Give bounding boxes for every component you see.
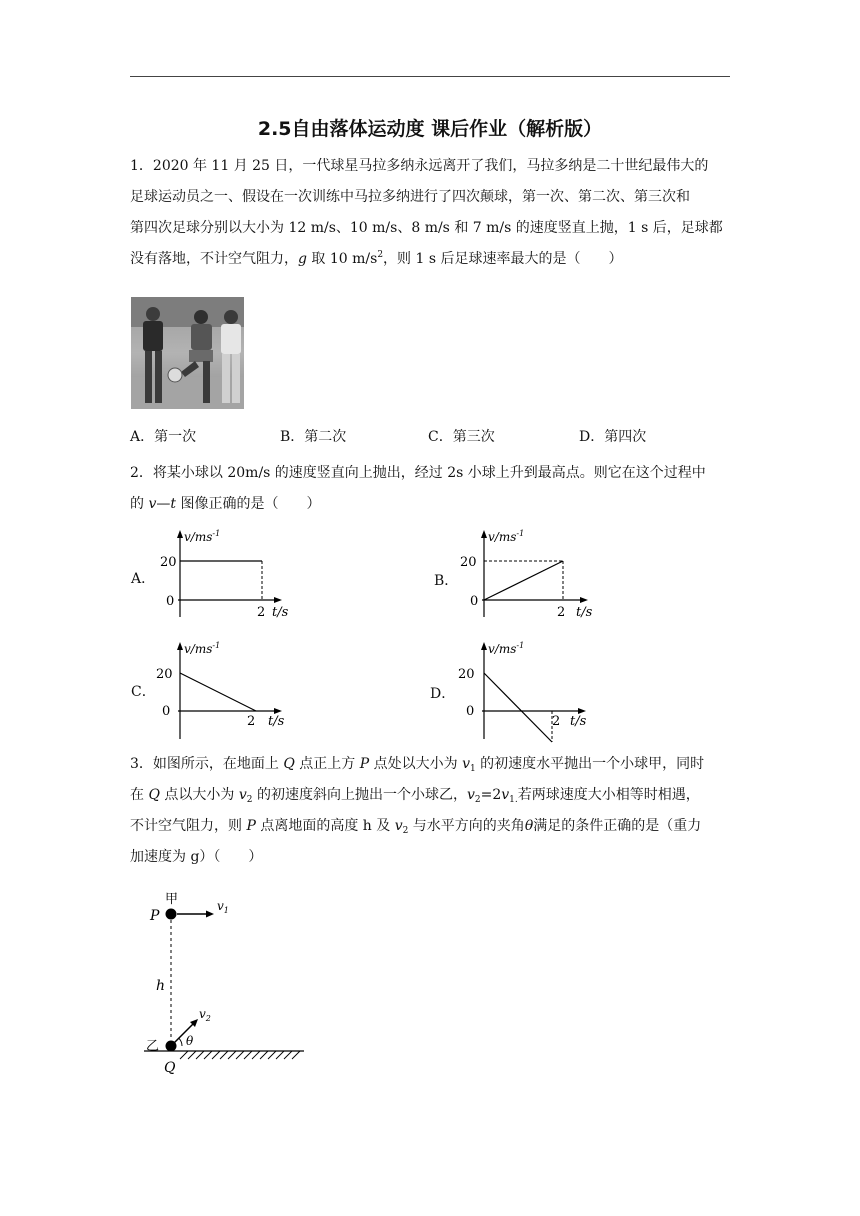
tick-label-2: 2 bbox=[557, 605, 566, 620]
option-a[interactable]: A．第一次 bbox=[130, 429, 197, 445]
x-axis-label: t/s bbox=[570, 714, 587, 729]
tick-label-0: 0 bbox=[466, 704, 475, 719]
x-axis-label: t/s bbox=[268, 714, 285, 729]
vt-graph-c bbox=[150, 634, 300, 744]
option-d[interactable]: D．第四次 bbox=[579, 429, 647, 445]
ground-hatching bbox=[180, 1051, 300, 1059]
option-c[interactable]: C．第三次 bbox=[428, 429, 495, 445]
theta-arc bbox=[179, 1038, 182, 1046]
x-axis-arrow bbox=[274, 597, 282, 603]
ball-yi bbox=[166, 1041, 177, 1052]
x-axis-label: t/s bbox=[576, 605, 593, 620]
v1-arrow-head bbox=[206, 911, 214, 918]
tick-label-0: 0 bbox=[166, 594, 175, 609]
projectile-diagram bbox=[140, 890, 310, 1080]
question-2-line: 2．将某小球以 20m/s 的速度竖直向上抛出，经过 2s 小球上升到最高点。则它在这个过程中 bbox=[130, 465, 706, 481]
question-1-line: 1．2020 年 11 月 25 日，一代球星马拉多纳永远离开了我们，马拉多纳是二十世纪最伟大的 bbox=[130, 158, 709, 174]
tick-label-20: 20 bbox=[156, 667, 173, 682]
tick-label-2: 2 bbox=[247, 714, 256, 729]
y-axis-label: $v/ms^{-1}$ bbox=[488, 529, 525, 544]
ball-jia bbox=[166, 909, 177, 920]
tick-label-0: 0 bbox=[162, 704, 171, 719]
x-axis-arrow bbox=[580, 597, 588, 603]
point-q-label: Q bbox=[164, 1060, 176, 1076]
graph-label-a[interactable]: A． bbox=[131, 571, 156, 587]
question-3-line: 加速度为 g）（ ） bbox=[130, 849, 263, 865]
tick-label-2: 2 bbox=[552, 714, 561, 729]
x-axis-label: t/s bbox=[272, 605, 289, 620]
vt-graph-d bbox=[454, 634, 604, 746]
question-2-line: 的 v—t 图像正确的是（ ） bbox=[130, 496, 321, 512]
soccer-photo bbox=[131, 297, 244, 409]
v2-label: $v_2$ bbox=[199, 1007, 211, 1023]
y-axis-arrow bbox=[481, 642, 487, 650]
header-rule bbox=[130, 76, 730, 77]
theta-label: θ bbox=[186, 1034, 194, 1048]
tick-label-2: 2 bbox=[257, 605, 266, 620]
graph-label-b[interactable]: B． bbox=[434, 573, 459, 589]
point-p-label: P bbox=[150, 908, 160, 924]
y-axis-label: $v/ms^{-1}$ bbox=[184, 529, 221, 544]
question-1-line: 没有落地，不计空气阻力，g 取 10 $m/s^2$，则 1 s 后足球速率最大的是（ ） bbox=[130, 250, 623, 267]
tick-label-0: 0 bbox=[470, 594, 479, 609]
velocity-line bbox=[180, 673, 256, 711]
tick-label-20: 20 bbox=[458, 667, 475, 682]
vt-graph-a bbox=[150, 522, 290, 622]
question-3-line: 3．如图所示，在地面上 Q 点正上方 P 点处以大小为 $v_1$ 的初速度水平抛出一个小球甲，同时 bbox=[130, 756, 705, 774]
question-1-line: 足球运动员之一、假设在一次训练中马拉多纳进行了四次颠球，第一次、第二次、第三次和 bbox=[130, 189, 690, 205]
question-1 bbox=[130, 151, 732, 275]
ball-jia-label: 甲 bbox=[165, 892, 179, 907]
question-3 bbox=[130, 749, 732, 873]
y-axis-arrow bbox=[177, 642, 183, 650]
graph-label-c[interactable]: C． bbox=[131, 684, 156, 700]
question-3-line: 不计空气阻力，则 P 点离地面的高度 h 及 $v_2$ 与水平方向的夹角θ满足的条件正确的是（重力 bbox=[130, 818, 702, 836]
tick-label-20: 20 bbox=[160, 555, 177, 570]
graph-label-d[interactable]: D． bbox=[430, 686, 456, 702]
y-axis-arrow bbox=[177, 530, 183, 538]
ball-yi-label: 乙 bbox=[146, 1039, 160, 1054]
page-title: 2.5自由落体运动度 课后作业（解析版） bbox=[257, 118, 603, 140]
y-axis-label: $v/ms^{-1}$ bbox=[488, 641, 525, 656]
option-b[interactable]: B．第二次 bbox=[280, 429, 347, 445]
question-3-line: 在 Q 点以大小为 $v_2$ 的初速度斜向上抛出一个小球乙，$v_2=2v_{1.}$若两球速度大小相等时相遇， bbox=[130, 787, 700, 805]
height-h-label: h bbox=[156, 978, 166, 994]
v1-label: $v_1$ bbox=[217, 899, 229, 915]
vt-graph-b bbox=[454, 522, 604, 622]
tick-label-20: 20 bbox=[460, 555, 477, 570]
y-axis-arrow bbox=[481, 530, 487, 538]
y-axis-label: $v/ms^{-1}$ bbox=[184, 641, 221, 656]
velocity-line bbox=[484, 561, 563, 600]
velocity-line bbox=[484, 673, 552, 742]
question-2 bbox=[130, 458, 732, 520]
question-1-line: 第四次足球分别以大小为 12 m/s、10 m/s、8 m/s 和 7 m/s 的速度竖直上抛，1 s 后，足球都 bbox=[130, 220, 723, 236]
